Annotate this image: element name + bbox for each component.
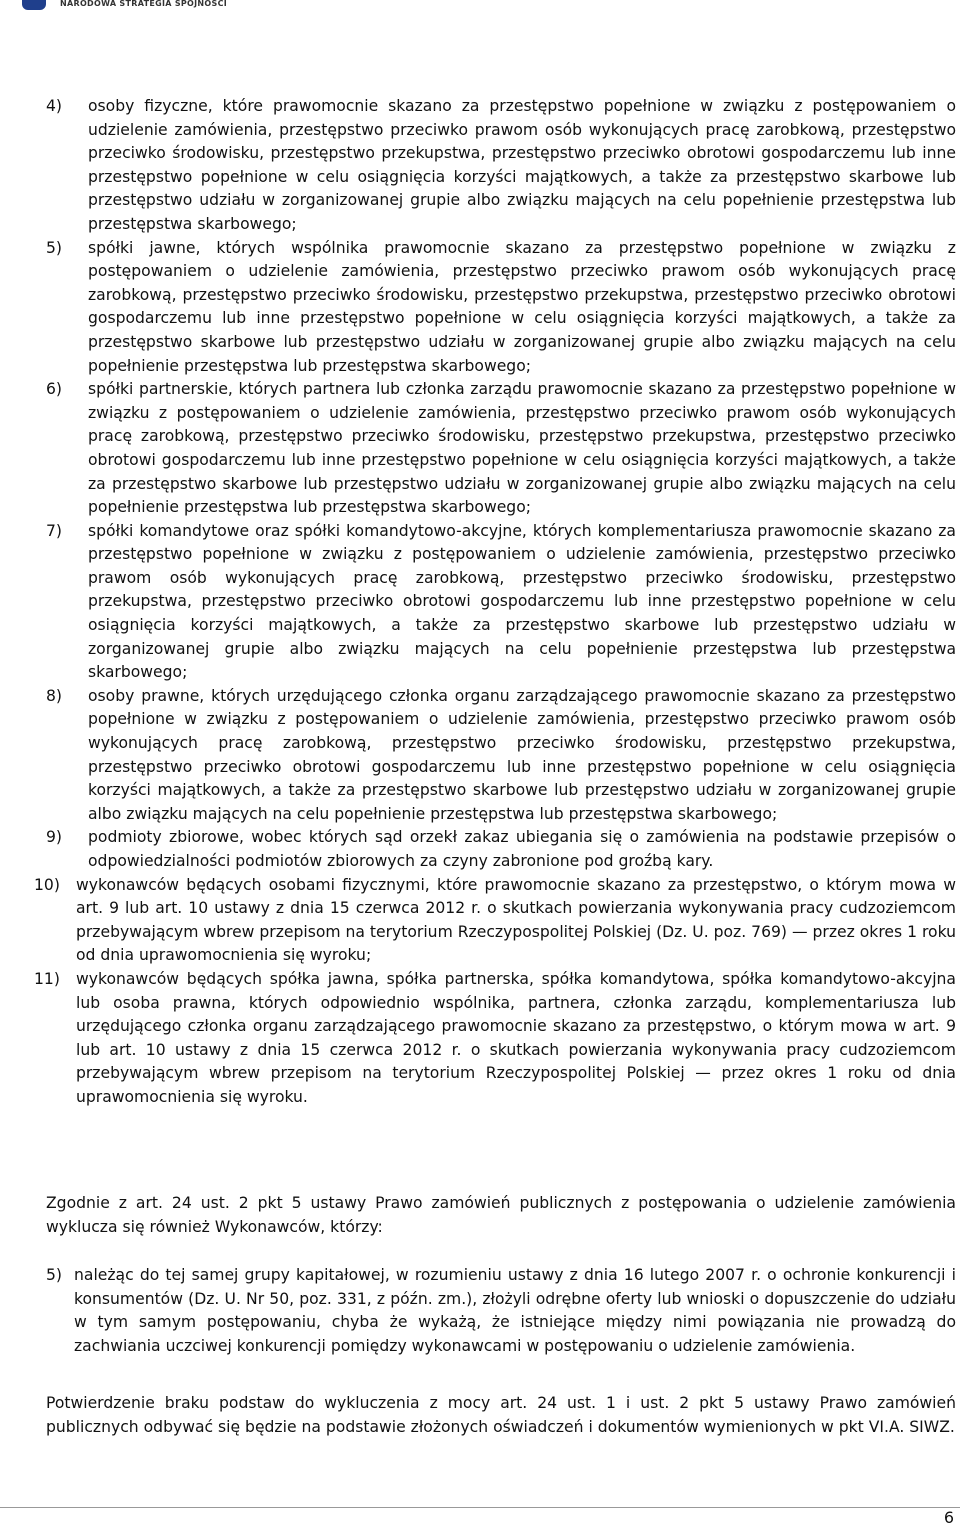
list-item-text: wykonawców będących osobami fizycznymi, które prawomocnie skazano za przestępstwo, o którym mowa w art. 9 lub art. 10 ustawy z dnia 15 czerwca 2012 r. o skutkach powierzania wykonywania pracy cudzoziemcom przebywającym wbrew przepisom na terytorium Rzeczypospolitej Polskiej (Dz. U. poz. 769) — przez okres 1 roku od dnia uprawomocnienia się wyroku; (76, 875, 956, 965)
list-item-text: należąc do tej samej grupy kapitałowej, w rozumieniu ustawy z dnia 16 lutego 2007 r. o ochronie konkurencji i konsumentów (Dz. U. Nr 50, poz. 331, z późn. zm.), złożyli odrębne oferty lub wnioski o dopuszczenie do udziału w tym samym postępowaniu, chyba że wykażą, że istniejące między nimi powiązania nie prowadzą do zachwiania uczciwej konkurencji pomiędzy wykonawcami w postępowaniu o udzielenie zamówienia. (74, 1266, 956, 1355)
list-item (46, 826, 956, 873)
list-item-text: osoby fizyczne, które prawomocnie skazano za przestępstwo popełnione w związku z postępowaniem o udzielenie zamówienia, przestępstwo przeciwko prawom osób wykonujących pracę zarobkową, przestępstwo przeciwko środowisku, przestępstwo przekupstwa, przestępstwo przeciwko obrotowi gospodarczemu lub inne przestępstwo popełnione w celu osiągnięcia korzyści majątkowych, a także za przestępstwo skarbowe lub przestępstwo udziału w zorganizowanej grupie albo związku mających na celu popełnienie przestępstwa lub przestępstwa skarbowego; (88, 97, 956, 233)
list-item (46, 520, 956, 685)
list-item (46, 685, 956, 827)
group-exclusion-list (46, 1264, 956, 1358)
list-item-text: spółki jawne, których wspólnika prawomocnie skazano za przestępstwo popełnione w związku z postępowaniem o udzielenie zamówienia, przestępstwo przeciwko prawom osób wykonujących pracę zarobkową, przestępstwo przeciwko środowisku, przestępstwo przekupstwa, przestępstwo przeciwko obrotowi gospodarczemu lub inne przestępstwo popełnione w celu osiągnięcia korzyści majątkowych, a także za przestępstwo skarbowe lub przestępstwo udziału w zorganizowanej grupie albo związku mających na celu popełnienie przestępstwa lub przestępstwa skarbowego; (88, 238, 956, 375)
list-item-number: 10) (34, 875, 60, 894)
list-item-text: wykonawców będących spółka jawna, spółka partnerska, spółka komandytowa, spółka komandytowo-akcyjna lub osoba prawna, których odpowiednio wspólnika, partnera, członka zarządu, komplementariusza lub urzędującego członka organu zarządzającego prawomocnie skazano za przestępstwo, o którym mowa w art. 9 lub art. 10 ustawy z dnia 15 czerwca 2012 r. o skutkach powierzania wykonywania pracy cudzoziemcom przebywającym wbrew przepisom na terytorium Rzeczypospolitej Polskiej — przez okres 1 roku od dnia uprawomocnienia się wyroku. (76, 969, 956, 1106)
list-item-number: 5) (46, 238, 63, 257)
eu-flag-icon (22, 0, 46, 10)
list-item (34, 968, 956, 1110)
exclusion-list (34, 95, 956, 1110)
list-item-text: podmioty zbiorowe, wobec których sąd orzekł zakaz ubiegania się o zamówienia na podstawie przepisów o odpowiedzialności podmiotów zbiorowych za czyny zabronione pod groźbą kary. (88, 828, 956, 870)
list-item (34, 874, 956, 968)
page-number: 6 (943, 1508, 954, 1527)
list-item-number: 5) (46, 1266, 63, 1284)
intro-paragraph: Zgodnie z art. 24 ust. 2 pkt 5 ustawy Prawo zamówień publicznych z postępowania o udzielenie zamówienia wyklucza się również Wykonawców, którzy: (46, 1194, 956, 1236)
closing-paragraph: Potwierdzenie braku podstaw do wykluczenia z mocy art. 24 ust. 1 i ust. 2 pkt 5 ustawy Prawo zamówień publicznych odbywać się będzie na podstawie złożonych oświadczeń i dokumentów wymienionych w pkt VI.A. SIWZ. (46, 1394, 956, 1436)
list-item-number: 9) (46, 828, 63, 847)
list-item-number: 4) (46, 97, 63, 115)
list-item-number: 11) (34, 969, 60, 988)
list-item-number: 6) (46, 380, 63, 399)
list-item (46, 237, 956, 379)
list-item-number: 8) (46, 686, 63, 705)
list-item-text: osoby prawne, których urzędującego członka organu zarządzającego prawomocnie skazano za przestępstwo popełnione w związku z postępowaniem o udzielenie zamówienia, przestępstwo przeciwko prawom osób wykonujących pracę zarobkową, przestępstwo przeciwko środowisku, przestępstwo przekupstwa, przestępstwo przeciwko obrotowi gospodarczemu lub inne przestępstwo popełnione w celu osiągnięcia korzyści majątkowych, a także za przestępstwo skarbowe lub przestępstwo udziału w zorganizowanej grupie albo związku mających na celu popełnienie przestępstwa lub przestępstwa skarbowego; (88, 686, 956, 823)
list-item (46, 378, 956, 520)
list-item (46, 1264, 956, 1358)
list-item (46, 95, 956, 237)
footer-divider (0, 1507, 960, 1508)
list-item-number: 7) (46, 521, 63, 540)
list-item-text: spółki partnerskie, których partnera lub członka zarządu prawomocnie skazano za przestępstwo popełnione w związku z postępowaniem o udzielenie zamówienia, przestępstwo przeciwko prawom osób wykonujących pracę zarobkową, przestępstwo przeciwko środowisku, przestępstwo przekupstwa, przestępstwo przeciwko obrotowi gospodarczemu lub inne przestępstwo popełnione w celu osiągnięcia korzyści majątkowych, a także za przestępstwo skarbowe lub przestępstwo udziału w zorganizowanej grupie albo związku mających na celu popełnienie przestępstwa lub przestępstwa skarbowego; (88, 380, 956, 517)
header-title: NARODOWA STRATEGIA SPÓJNOŚCI (60, 0, 228, 8)
list-item-text: spółki komandytowe oraz spółki komandytowo-akcyjne, których komplementariusza prawomocnie skazano za przestępstwo popełnione w związku z postępowaniem o udzielenie zamówienia, przestępstwo przeciwko prawom osób wykonujących pracę zarobkową, przestępstwo przeciwko środowisku, przestępstwo przekupstwa, przestępstwo przeciwko obrotowi gospodarczemu lub inne przestępstwo popełnione w celu osiągnięcia korzyści majątkowych, a także za przestępstwo skarbowe lub przestępstwo udziału w zorganizowanej grupie albo związku mających na celu popełnienie przestępstwa lub przestępstwa skarbowego; (88, 521, 956, 682)
document-header (0, 0, 300, 14)
